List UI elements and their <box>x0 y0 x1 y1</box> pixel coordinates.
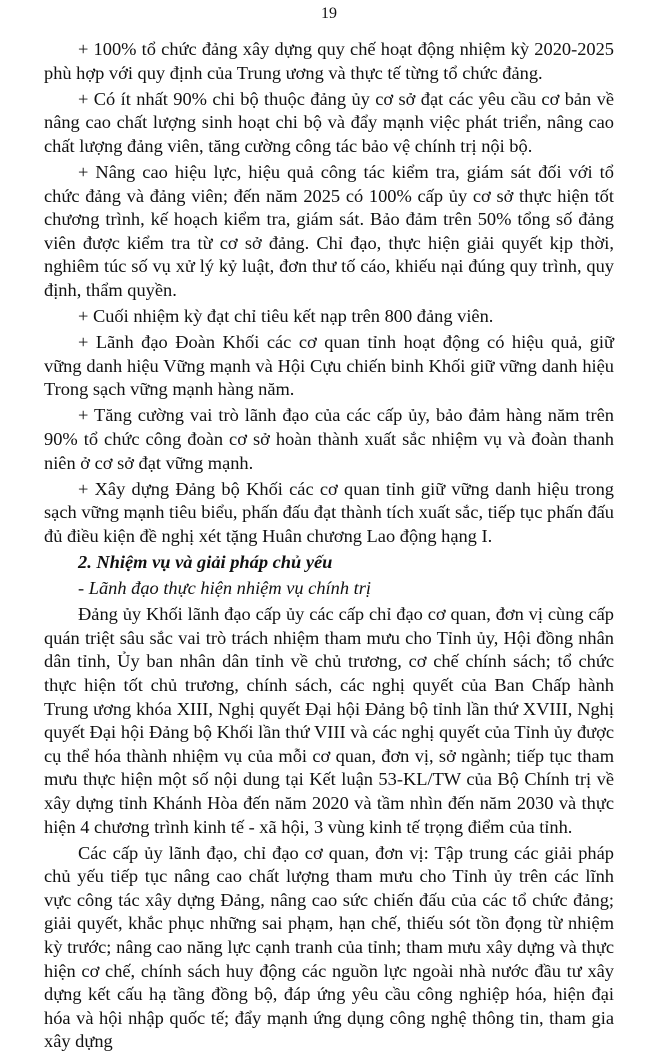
bullet-paragraph: + 100% tổ chức đảng xây dựng quy chế hoạt động nhiệm kỳ 2020-2025 phù hợp với quy định của Trung ương và thực tế từng tổ chức đảng. <box>44 39 614 83</box>
section-heading: 2. Nhiệm vụ và giải pháp chủ yếu <box>78 551 333 572</box>
bullet-paragraph: + Tăng cường vai trò lãnh đạo của các cấp ủy, bảo đảm hàng năm trên 90% tổ chức công đoàn cơ sở hoàn thành xuất sắc nhiệm vụ và đoàn thanh niên ở cơ sở đạt vững mạnh. <box>44 405 614 473</box>
body-paragraph: Đảng ủy Khối lãnh đạo cấp ủy các cấp chỉ đạo cơ quan, đơn vị cùng cấp quán triệt sâu sắc vai trò trách nhiệm tham mưu cho Tỉnh ủy, Hội đồng nhân dân tỉnh, Ủy ban nhân dân tỉnh về chủ trương, cơ chế chính sách; tổ chức thực hiện tốt chủ trương, chính sách, các nghị quyết của Ban Chấp hành Trung ương khóa XIII, Nghị quyết Đại hội Đảng bộ tỉnh lần thứ XVIII, Nghị quyết Đại hội Đảng bộ Khối lần thứ VIII và các nghị quyết của Tỉnh ủy được cụ thể hóa thành nhiệm vụ của mỗi cơ quan, đơn vị, sở ngành; tiếp tục tham mưu thực hiện một số nội dung tại Kết luận 53-KL/TW của Bộ Chính trị về xây dựng tỉnh Khánh Hòa đến năm 2020 và tầm nhìn đến năm 2030 và thực hiện 4 chương trình kinh tế - xã hội, 3 vùng kinh tế trọng điểm của tỉnh. <box>44 604 614 837</box>
bullet-paragraph: + Lãnh đạo Đoàn Khối các cơ quan tỉnh hoạt động có hiệu quả, giữ vững danh hiệu Vững mạnh và Hội Cựu chiến binh Khối giữ vững danh hiệu Trong sạch vững mạnh hàng năm. <box>44 332 614 400</box>
document-body <box>44 38 614 1056</box>
page-number: 19 <box>321 5 337 22</box>
bullet-paragraph: + Có ít nhất 90% chi bộ thuộc đảng ủy cơ sở đạt các yêu cầu cơ bản về nâng cao chất lượng sinh hoạt chi bộ và đẩy mạnh việc phát triển, nâng cao chất lượng đảng viên, tăng cường công tác bảo vệ chính trị nội bộ. <box>44 88 614 156</box>
bullet-paragraph: + Nâng cao hiệu lực, hiệu quả công tác kiểm tra, giám sát đối với tổ chức đảng và đảng viên; đến năm 2025 có 100% cấp ủy cơ sở thực hiện tốt chương trình, kế hoạch kiểm tra, giám sát. Bảo đảm trên 50% tổng số đảng viên được kiểm tra từ cơ sở đảng. Chỉ đạo, thực hiện giải quyết kịp thời, nghiêm túc số vụ xử lý kỷ luật, đơn thư tố cáo, khiếu nại đúng quy trình, quy định, thẩm quyền. <box>44 161 614 300</box>
bullet-paragraph: + Xây dựng Đảng bộ Khối các cơ quan tỉnh giữ vững danh hiệu trong sạch vững mạnh tiêu biểu, phấn đấu đạt thành tích xuất sắc, tiếp tục phấn đấu đủ điều kiện đề nghị xét tặng Huân chương Lao động hạng I. <box>44 478 614 546</box>
section-subheading: - Lãnh đạo thực hiện nhiệm vụ chính trị <box>78 578 372 599</box>
bullet-paragraph: + Cuối nhiệm kỳ đạt chỉ tiêu kết nạp trên 800 đảng viên. <box>78 306 494 327</box>
body-paragraph: Các cấp ủy lãnh đạo, chỉ đạo cơ quan, đơn vị: Tập trung các giải pháp chủ yếu tiếp tục nâng cao chất lượng tham mưu cho Tỉnh ủy trên các lĩnh vực công tác xây dựng Đảng, nâng cao sức chiến đấu của các tổ chức đảng; giải quyết, khắc phục những sai phạm, hạn chế, thiếu sót tồn đọng từ nhiệm kỳ trước; nâng cao năng lực cạnh tranh của tỉnh; tham mưu xây dựng và thực hiện cơ chế, chính sách huy động các nguồn lực ngoài nhà nước đầu tư xây dựng kết cấu hạ tầng đồng bộ, đáp ứng yêu cầu công nghiệp hóa, hiện đại hóa và hội nhập quốc tế; đẩy mạnh ứng dụng công nghệ thông tin, tham gia xây dựng <box>44 842 614 1052</box>
